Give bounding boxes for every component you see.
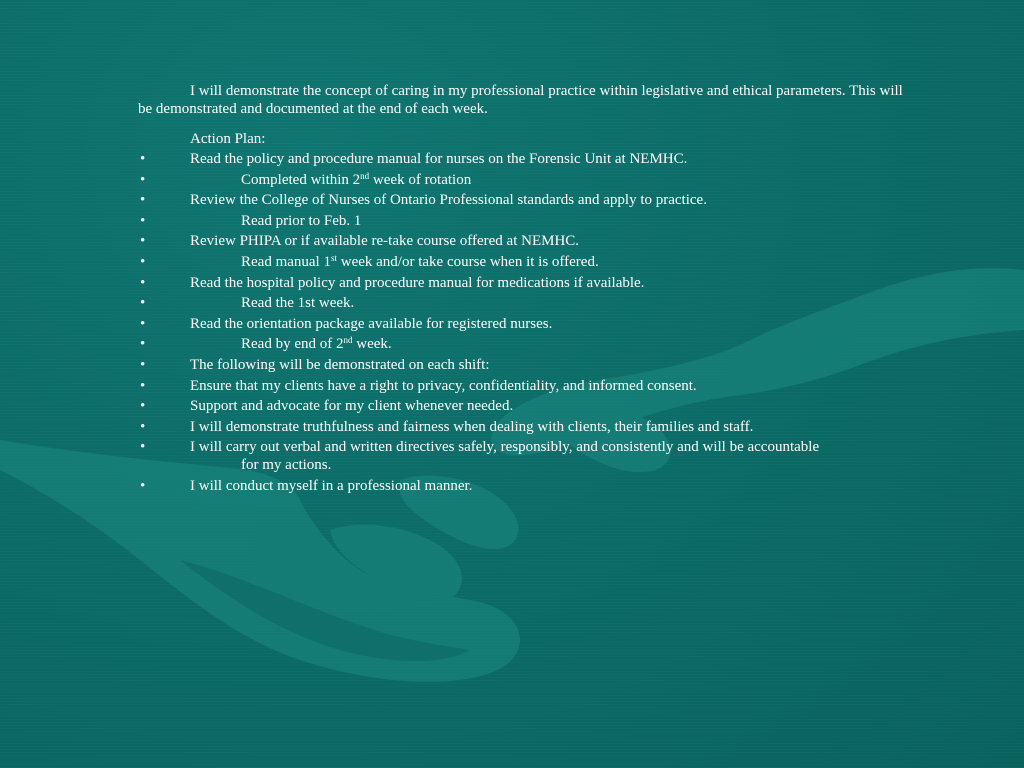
list-item: • I will conduct myself in a professional manner. <box>140 477 473 494</box>
bullet-glyph: • <box>140 439 146 456</box>
bullet-glyph: • <box>140 315 146 332</box>
bullet-glyph: • <box>140 356 146 373</box>
list-item: • Read the hospital policy and procedure manual for medications if available. <box>140 274 645 291</box>
list-item: • Review the College of Nurses of Ontario Professional standards and apply to practice. <box>140 192 707 209</box>
bullet-glyph: • <box>140 477 146 494</box>
bullet-glyph: • <box>140 192 146 209</box>
list-item: • The following will be demonstrated on each shift: <box>140 356 490 373</box>
action-plan-heading: Action Plan: <box>190 131 266 147</box>
bullet-glyph: • <box>140 233 146 250</box>
bullet-glyph: • <box>140 253 146 270</box>
list-item: • Read prior to Feb. 1 <box>140 212 362 229</box>
bullet-glyph: • <box>140 274 146 291</box>
slide-text-block <box>138 82 918 498</box>
list-item: • Read the 1st week. <box>140 295 355 312</box>
list-item: • Ensure that my clients have a right to privacy, confidentiality, and informed consent. <box>140 377 697 394</box>
bullet-glyph: • <box>140 212 146 229</box>
bullet-glyph: • <box>140 398 146 415</box>
list-item: • Review PHIPA or if available re-take course offered at NEMHC. <box>140 233 580 250</box>
list-item: • Support and advocate for my client whenever needed. <box>140 398 514 415</box>
list-item: • Read the orientation package available for registered nurses. <box>140 315 553 332</box>
bullet-glyph: • <box>140 151 146 167</box>
action-plan-list <box>138 150 918 495</box>
list-item: • I will carry out verbal and written directives safely, responsibly, and consistently and will be accountable for my actions. <box>140 439 820 474</box>
bullet-glyph: • <box>140 336 146 353</box>
bullet-glyph: • <box>140 295 146 312</box>
bullet-glyph: • <box>140 171 146 188</box>
list-item: • Read manual 1st week and/or take course when it is offered. <box>140 252 599 270</box>
list-item: • I will demonstrate truthfulness and fairness when dealing with clients, their families and staff. <box>140 418 754 435</box>
bullet-glyph: • <box>140 418 146 435</box>
list-item: • Read the policy and procedure manual for nurses on the Forensic Unit at NEMHC. <box>140 151 688 167</box>
list-item: • Read by end of 2nd week. <box>140 335 392 353</box>
bullet-glyph: • <box>140 377 146 394</box>
list-item: • Completed within 2nd week of rotation <box>140 170 472 188</box>
intro-paragraph: I will demonstrate the concept of caring in my professional practice within legislative and ethical parameters. This will be demonstrated and documented at the end of each week. <box>138 83 903 117</box>
